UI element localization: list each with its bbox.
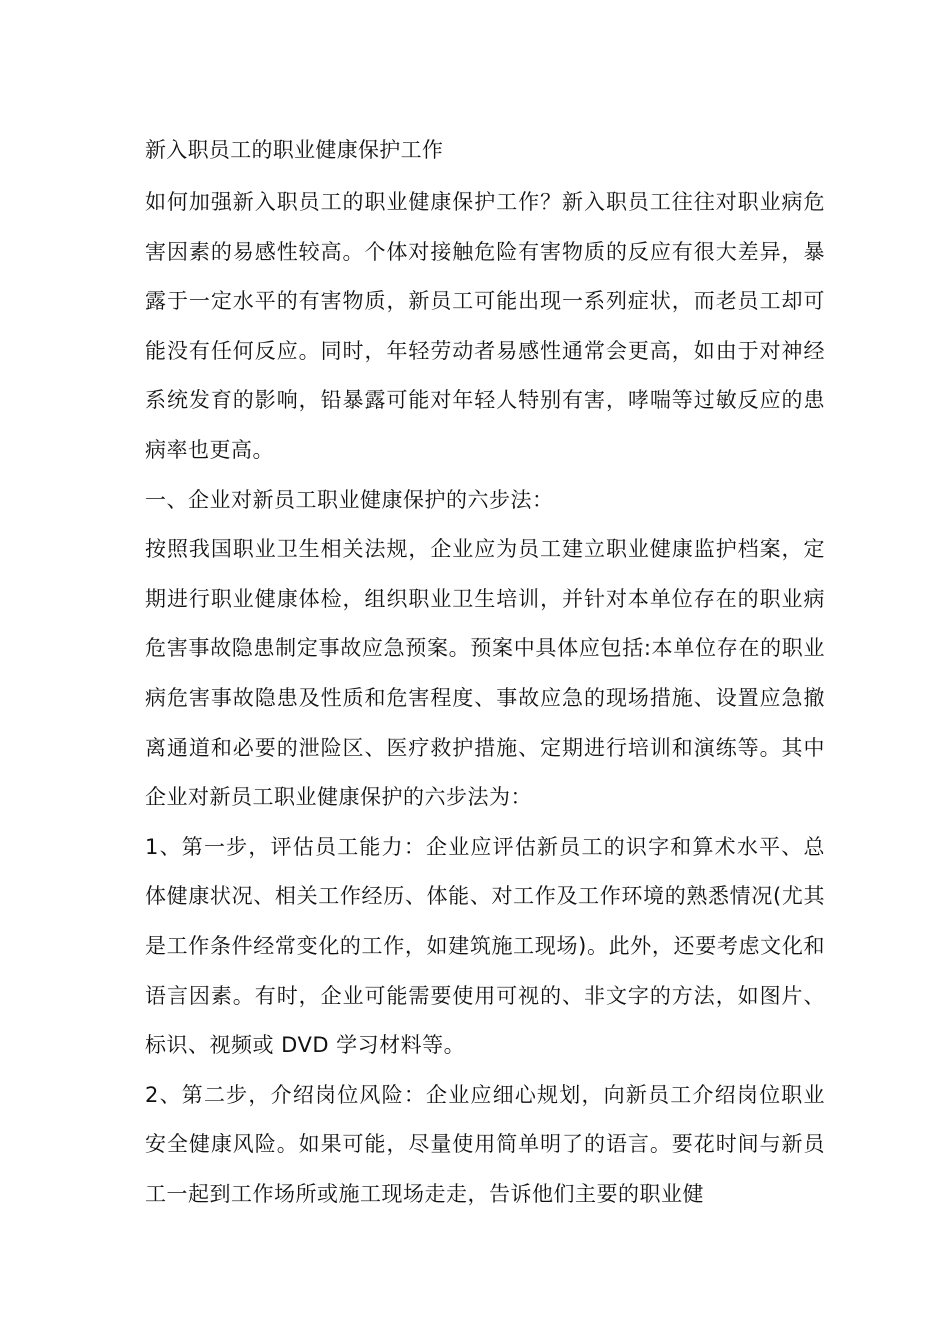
paragraph-step-two: 2、第二步，介绍岗位风险：企业应细心规划，向新员工介绍岗位职业安全健康风险。如果可能，尽量使用简单明了的语言。要花时间与新员工一起到工作场所或施工现场走走，告诉他们主要的职业健 [145, 1082, 825, 1206]
paragraph-step-one: 1、第一步，评估员工能力：企业应评估新员工的识字和算术水平、总体健康状况、相关工作经历、体能、对工作及工作环境的熟悉情况(尤其是工作条件经常变化的工作，如建筑施工现场)。此外，还要考虑文化和语言因素。有时，企业可能需要使用可视的、非文字的方法，如图片、标识、视频或 DVD 学习材料等。 [145, 834, 825, 1058]
document-title: 新入职员工的职业健康保护工作 [145, 138, 444, 162]
section-heading-six-steps: 一、企业对新员工职业健康保护的六步法： [145, 487, 554, 512]
document-body [145, 132, 825, 1219]
paragraph-intro: 如何加强新入职员工的职业健康保护工作？新入职员工往往对职业病危害因素的易感性较高。个体对接触危险有害物质的反应有很大差异，暴露于一定水平的有害物质，新员工可能出现一系列症状，而老员工却可能没有任何反应。同时，年轻劳动者易感性通常会更高，如由于对神经系统发育的影响，铅暴露可能对年轻人特别有害，哮喘等过敏反应的患病率也更高。 [145, 190, 825, 462]
paragraph-regulations: 按照我国职业卫生相关法规，企业应为员工建立职业健康监护档案，定期进行职业健康体检，组织职业卫生培训，并针对本单位存在的职业病危害事故隐患制定事故应急预案。预案中具体应包括:本单位存在的职业病危害事故隐患及性质和危害程度、事故应急的现场措施、设置应急撤离通道和必要的泄险区、医疗救护措施、定期进行培训和演练等。其中企业对新员工职业健康保护的六步法为： [145, 537, 825, 810]
